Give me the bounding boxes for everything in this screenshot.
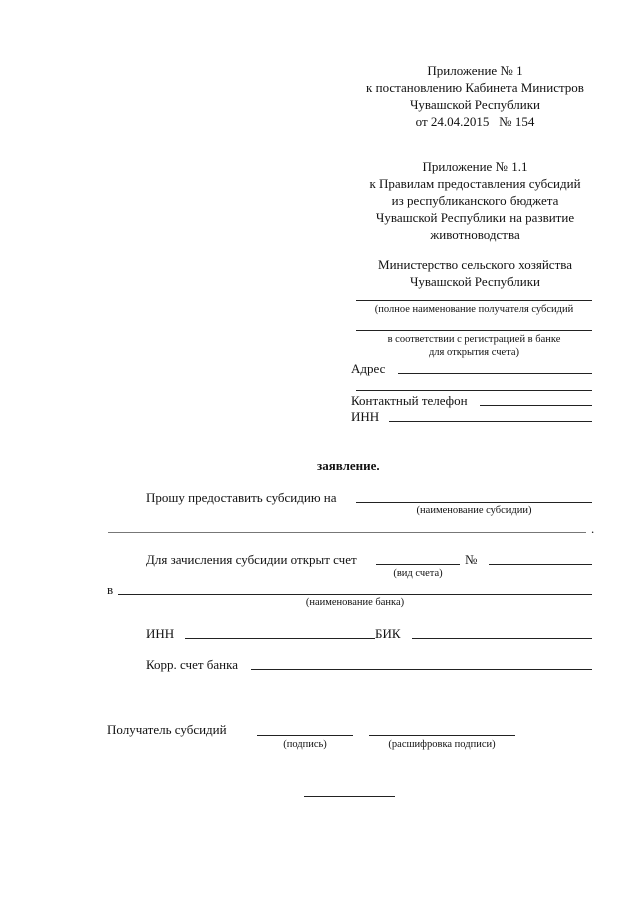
account-number-field-line[interactable] xyxy=(489,564,592,565)
recipient-name-line-1[interactable] xyxy=(356,300,592,301)
subsidy-name-continuation-line[interactable] xyxy=(108,532,586,533)
addressee-block xyxy=(340,256,610,290)
appendix-1-decree: к постановлению Кабинета Министров xyxy=(366,80,584,95)
account-type-hint: (вид счета) xyxy=(393,568,443,579)
request-subsidy-label: Прошу предоставить субсидию на xyxy=(146,490,337,505)
appendix-1-title: Приложение № 1 xyxy=(427,63,523,78)
appendix-1-1-rules: к Правилам предоставления субсидий xyxy=(369,176,581,191)
appendix-1-republic: Чувашской Республики xyxy=(409,97,541,112)
bottom-separator-line xyxy=(304,796,395,797)
bank-inn-field-line[interactable] xyxy=(185,638,375,639)
appendix-1-block xyxy=(340,62,610,130)
appendix-1-1-development: Чувашской Республики на развитие xyxy=(375,210,575,225)
addressee-republic: Чувашской Республики xyxy=(409,274,541,289)
bank-name-field-line[interactable] xyxy=(118,594,592,595)
bank-in-label: в xyxy=(107,582,114,597)
bank-inn-label: ИНН xyxy=(146,626,175,641)
account-type-field-line[interactable] xyxy=(376,564,460,565)
phone-label: Контактный телефон xyxy=(351,393,468,408)
recipient-registration-hint: в соответствии с регистрацией в банке xyxy=(387,334,561,345)
recipient-name-hint: (полное наименование получателя субсидий xyxy=(374,304,574,315)
document-title: заявление. xyxy=(317,458,380,473)
signature-field-line[interactable] xyxy=(257,735,353,736)
corr-account-label: Корр. счет банка xyxy=(146,657,239,672)
address-label: Адрес xyxy=(351,361,386,376)
address-field-line-1[interactable] xyxy=(398,373,592,374)
phone-field-line[interactable] xyxy=(480,405,592,406)
corr-account-field-line[interactable] xyxy=(251,669,592,670)
account-number-sign: № xyxy=(465,552,478,567)
recipient-inn-label: ИНН xyxy=(351,409,380,424)
appendix-1-1-livestock: животноводства xyxy=(430,227,520,242)
signature-decode-hint: (расшифровка подписи) xyxy=(388,739,496,750)
appendix-1-1-budget: из республиканского бюджета xyxy=(391,193,559,208)
bank-bik-label: БИК xyxy=(375,626,401,641)
signature-decode-field-line[interactable] xyxy=(369,735,515,736)
account-opened-label: Для зачисления субсидии открыт счет xyxy=(146,552,357,567)
appendix-1-1-block xyxy=(340,158,610,243)
subsidy-name-field-line[interactable] xyxy=(356,502,592,503)
appendix-1-date: от 24.04.2015 № 154 xyxy=(415,114,535,129)
bank-bik-field-line[interactable] xyxy=(412,638,592,639)
recipient-inn-field-line[interactable] xyxy=(389,421,592,422)
subsidy-end-mark: . xyxy=(591,521,595,536)
signature-hint: (подпись) xyxy=(283,739,327,750)
addressee-ministry: Министерство сельского хозяйства xyxy=(378,257,572,272)
subsidy-name-hint: (наименование субсидии) xyxy=(416,505,532,516)
appendix-1-1-title: Приложение № 1.1 xyxy=(422,159,528,174)
recipient-signature-label: Получатель субсидий xyxy=(107,722,227,737)
recipient-name-line-2[interactable] xyxy=(356,330,592,331)
address-field-line-2[interactable] xyxy=(356,390,592,391)
recipient-account-hint: для открытия счета) xyxy=(428,347,520,358)
bank-name-hint: (наименование банка) xyxy=(305,597,405,608)
